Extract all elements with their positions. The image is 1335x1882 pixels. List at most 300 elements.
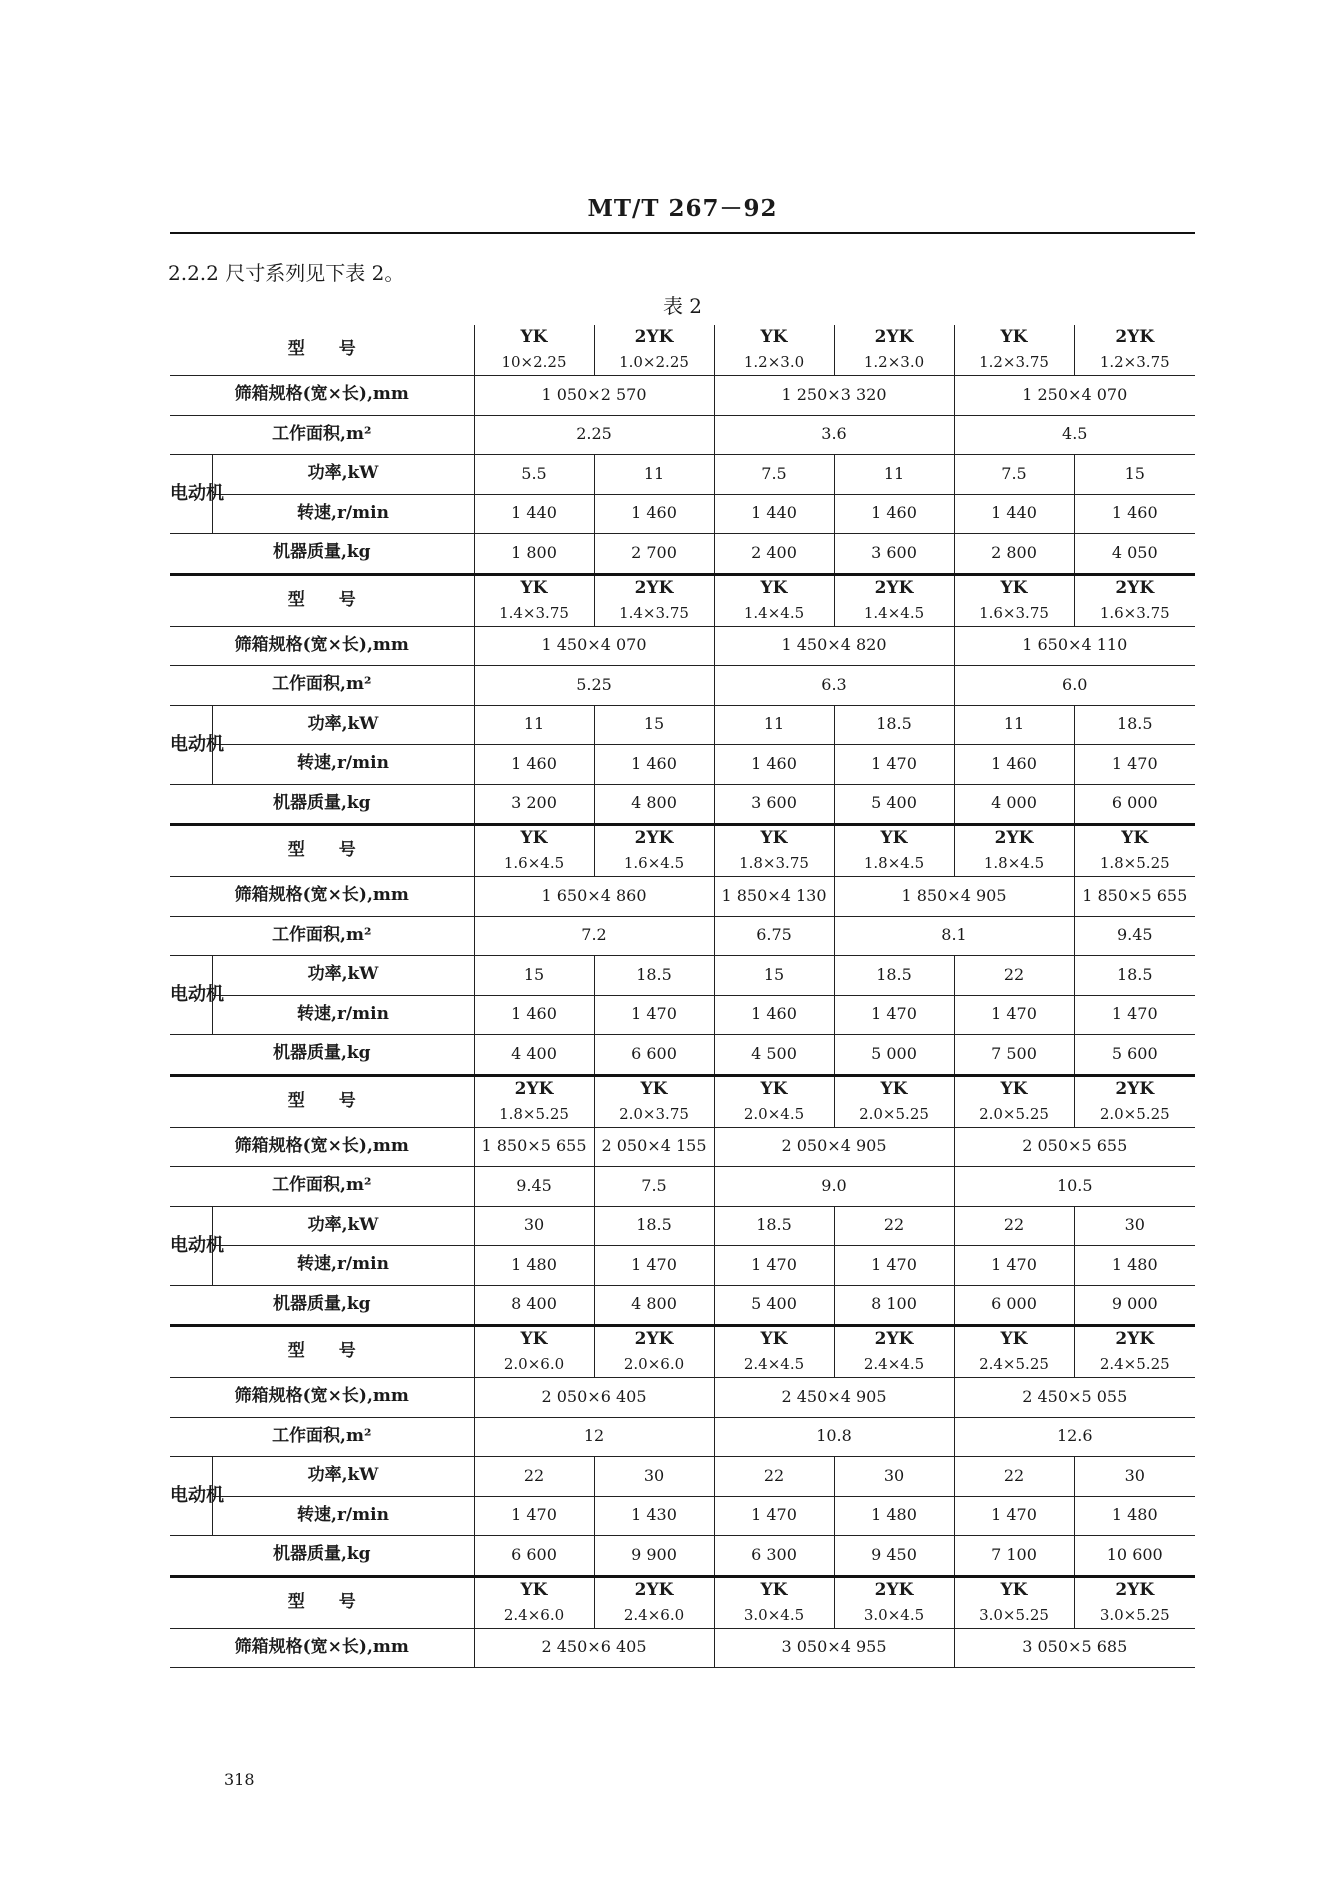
speed-cell: 1 460 — [714, 745, 834, 785]
speed-cell: 1 480 — [1074, 1496, 1195, 1536]
model-type: YK — [520, 577, 548, 598]
model-cell — [594, 1326, 714, 1378]
row-label-area: 工作面积,m² — [170, 1417, 474, 1457]
power-cell: 15 — [1074, 455, 1195, 495]
row-label-spec: 筛箱规格(宽×长),mm — [170, 877, 474, 917]
model-type: 2YK — [514, 1078, 554, 1099]
speed-cell: 1 460 — [474, 995, 594, 1035]
area-cell: 6.75 — [714, 916, 834, 956]
model-size: 1.4×4.5 — [743, 603, 805, 622]
row-label-area: 工作面积,m² — [170, 666, 474, 706]
model-cell — [834, 1075, 954, 1127]
row-label-power: 功率,kW — [212, 1457, 474, 1497]
model-type: 2YK — [1115, 1579, 1155, 1600]
table-row-mass — [170, 1536, 1195, 1577]
table-row-area — [170, 1417, 1195, 1457]
model-type: YK — [520, 327, 548, 348]
row-label-model: 型 号 — [170, 1326, 474, 1378]
table-row-model — [170, 1075, 1195, 1127]
speed-cell: 1 480 — [474, 1246, 594, 1286]
power-cell: 30 — [834, 1457, 954, 1497]
mass-cell: 5 600 — [1074, 1035, 1195, 1076]
spec-cell: 1 850×4 130 — [714, 877, 834, 917]
model-type: YK — [640, 1078, 668, 1099]
model-type: YK — [1000, 1579, 1028, 1600]
table-row-model — [170, 825, 1195, 877]
row-label-power: 功率,kW — [212, 1206, 474, 1246]
row-label-speed: 转速,r/min — [212, 745, 474, 785]
model-type: YK — [760, 577, 788, 598]
row-label-power: 功率,kW — [212, 956, 474, 996]
area-cell: 12 — [474, 1417, 714, 1457]
table-row-mass — [170, 784, 1195, 825]
model-size: 3.0×4.5 — [863, 1605, 925, 1624]
area-cell: 7.2 — [474, 916, 714, 956]
model-size: 1.0×2.25 — [619, 353, 689, 372]
row-label-model: 型 号 — [170, 825, 474, 877]
table-row-mass — [170, 1285, 1195, 1326]
power-cell: 15 — [594, 705, 714, 745]
motor-label: 电动机 — [170, 705, 212, 784]
table-row-model — [170, 1326, 1195, 1378]
spec-cell: 2 450×6 405 — [474, 1628, 714, 1668]
model-cell — [954, 574, 1074, 626]
model-type: YK — [520, 828, 548, 849]
model-cell — [1074, 825, 1195, 877]
spec-cell: 1 050×2 570 — [474, 376, 714, 416]
mass-cell: 4 500 — [714, 1035, 834, 1076]
table-row-speed — [170, 995, 1195, 1035]
mass-cell: 5 400 — [834, 784, 954, 825]
table-body — [170, 325, 1195, 1668]
model-cell — [954, 1326, 1074, 1378]
model-size: 1.4×3.75 — [619, 603, 689, 622]
model-size: 1.4×3.75 — [499, 603, 569, 622]
speed-cell: 1 430 — [594, 1496, 714, 1536]
table-row-speed — [170, 745, 1195, 785]
row-label-model: 型 号 — [170, 1576, 474, 1628]
model-type: 2YK — [634, 327, 674, 348]
table-row-power — [170, 705, 1195, 745]
model-cell — [1074, 574, 1195, 626]
model-size: 2.0×5.25 — [1099, 1104, 1170, 1123]
model-size: 2.0×5.25 — [859, 1104, 929, 1123]
area-cell: 10.8 — [714, 1417, 954, 1457]
model-size: 1.6×3.75 — [1099, 603, 1170, 622]
model-cell — [474, 1326, 594, 1378]
spec-cell: 2 050×4 155 — [594, 1127, 714, 1167]
speed-cell: 1 470 — [834, 995, 954, 1035]
spec-cell: 1 850×5 655 — [474, 1127, 594, 1167]
table-row-area — [170, 916, 1195, 956]
model-size: 2.4×5.25 — [979, 1355, 1049, 1374]
power-cell: 18.5 — [594, 956, 714, 996]
speed-cell: 1 440 — [714, 494, 834, 534]
row-label-model: 型 号 — [170, 574, 474, 626]
spec-cell: 1 850×5 655 — [1074, 877, 1195, 917]
model-type: 2YK — [874, 1329, 914, 1350]
speed-cell: 1 480 — [834, 1496, 954, 1536]
row-label-spec: 筛箱规格(宽×长),mm — [170, 626, 474, 666]
spec-cell: 1 850×4 905 — [834, 877, 1074, 917]
model-size: 2.0×6.0 — [503, 1355, 565, 1374]
table-row-spec — [170, 1628, 1195, 1668]
model-type: 2YK — [634, 1329, 674, 1350]
row-label-area: 工作面积,m² — [170, 1167, 474, 1207]
power-cell: 18.5 — [1074, 705, 1195, 745]
speed-cell: 1 440 — [954, 494, 1074, 534]
model-size: 1.8×4.5 — [863, 854, 925, 873]
model-cell — [474, 1576, 594, 1628]
power-cell: 18.5 — [714, 1206, 834, 1246]
row-label-mass: 机器质量,kg — [170, 1536, 474, 1577]
mass-cell: 2 700 — [594, 534, 714, 575]
mass-cell: 2 800 — [954, 534, 1074, 575]
table-row-model — [170, 325, 1195, 376]
power-cell: 11 — [714, 705, 834, 745]
model-size: 2.0×4.5 — [743, 1104, 805, 1123]
speed-cell: 1 470 — [834, 1246, 954, 1286]
model-type: 2YK — [874, 1579, 914, 1600]
page-number: 318 — [224, 1770, 255, 1789]
mass-cell: 9 900 — [594, 1536, 714, 1577]
row-label-power: 功率,kW — [212, 455, 474, 495]
model-cell — [834, 325, 954, 376]
model-type: YK — [1000, 577, 1028, 598]
mass-cell: 3 600 — [714, 784, 834, 825]
model-size: 1.2×3.0 — [863, 353, 925, 372]
table-row-speed — [170, 1496, 1195, 1536]
model-cell — [474, 325, 594, 376]
model-type: 2YK — [874, 327, 914, 348]
power-cell: 22 — [474, 1457, 594, 1497]
table-row-spec — [170, 626, 1195, 666]
mass-cell: 6 300 — [714, 1536, 834, 1577]
model-size: 2.4×4.5 — [863, 1355, 925, 1374]
speed-cell: 1 440 — [474, 494, 594, 534]
mass-cell: 7 500 — [954, 1035, 1074, 1076]
mass-cell: 2 400 — [714, 534, 834, 575]
speed-cell: 1 460 — [714, 995, 834, 1035]
model-cell — [714, 825, 834, 877]
speed-cell: 1 460 — [834, 494, 954, 534]
model-cell — [714, 1326, 834, 1378]
model-cell — [1074, 1576, 1195, 1628]
area-cell: 9.0 — [714, 1167, 954, 1207]
model-size: 1.8×4.5 — [983, 854, 1045, 873]
motor-label: 电动机 — [170, 1206, 212, 1285]
power-cell: 30 — [474, 1206, 594, 1246]
row-label-spec: 筛箱规格(宽×长),mm — [170, 1628, 474, 1668]
mass-cell: 6 600 — [594, 1035, 714, 1076]
speed-cell: 1 460 — [954, 745, 1074, 785]
table-row-spec — [170, 376, 1195, 416]
model-type: YK — [1000, 1078, 1028, 1099]
model-cell — [954, 825, 1074, 877]
row-label-area: 工作面积,m² — [170, 916, 474, 956]
model-type: YK — [760, 1329, 788, 1350]
model-size: 1.6×3.75 — [979, 603, 1049, 622]
table-row-spec — [170, 1127, 1195, 1167]
spec-cell: 1 250×3 320 — [714, 376, 954, 416]
power-cell: 22 — [954, 956, 1074, 996]
model-cell — [714, 325, 834, 376]
model-size: 1.8×5.25 — [1099, 854, 1170, 873]
header-rule — [170, 232, 1195, 234]
speed-cell: 1 470 — [594, 995, 714, 1035]
mass-cell: 6 000 — [954, 1285, 1074, 1326]
power-cell: 5.5 — [474, 455, 594, 495]
power-cell: 18.5 — [1074, 956, 1195, 996]
model-type: YK — [520, 1579, 548, 1600]
power-cell: 11 — [474, 705, 594, 745]
model-cell — [954, 325, 1074, 376]
mass-cell: 8 100 — [834, 1285, 954, 1326]
model-type: YK — [520, 1329, 548, 1350]
spec-cell: 2 450×5 055 — [954, 1378, 1195, 1418]
speed-cell: 1 470 — [1074, 995, 1195, 1035]
model-cell — [1074, 325, 1195, 376]
model-size: 1.2×3.75 — [1099, 353, 1170, 372]
mass-cell: 4 000 — [954, 784, 1074, 825]
mass-cell: 3 600 — [834, 534, 954, 575]
model-cell — [594, 325, 714, 376]
area-cell: 8.1 — [834, 916, 1074, 956]
section-heading: 2.2.2 尺寸系列见下表 2。 — [168, 261, 405, 285]
model-cell — [714, 1075, 834, 1127]
mass-cell: 7 100 — [954, 1536, 1074, 1577]
model-size: 1.8×3.75 — [739, 854, 809, 873]
model-cell — [834, 825, 954, 877]
row-label-area: 工作面积,m² — [170, 415, 474, 455]
table-row-power — [170, 1457, 1195, 1497]
model-type: YK — [760, 327, 788, 348]
table-row-model — [170, 574, 1195, 626]
power-cell: 30 — [1074, 1206, 1195, 1246]
power-cell: 11 — [954, 705, 1074, 745]
model-cell — [954, 1576, 1074, 1628]
model-cell — [714, 1576, 834, 1628]
mass-cell: 1 800 — [474, 534, 594, 575]
row-label-mass: 机器质量,kg — [170, 784, 474, 825]
spec-cell: 1 650×4 110 — [954, 626, 1195, 666]
model-type: 2YK — [994, 828, 1034, 849]
area-cell: 5.25 — [474, 666, 714, 706]
power-cell: 15 — [474, 956, 594, 996]
power-cell: 30 — [594, 1457, 714, 1497]
model-size: 3.0×5.25 — [979, 1605, 1049, 1624]
model-cell — [834, 1326, 954, 1378]
speed-cell: 1 470 — [1074, 745, 1195, 785]
model-type: 2YK — [634, 828, 674, 849]
model-cell — [594, 574, 714, 626]
table-row-spec — [170, 877, 1195, 917]
table-row-mass — [170, 534, 1195, 575]
motor-label: 电动机 — [170, 455, 212, 534]
model-type: YK — [760, 1579, 788, 1600]
speed-cell: 1 470 — [954, 1246, 1074, 1286]
model-type: YK — [880, 1078, 908, 1099]
model-size: 2.4×6.0 — [623, 1605, 685, 1624]
power-cell: 22 — [834, 1206, 954, 1246]
power-cell: 30 — [1074, 1457, 1195, 1497]
model-type: YK — [880, 828, 908, 849]
motor-label: 电动机 — [170, 956, 212, 1035]
spec-cell: 3 050×4 955 — [714, 1628, 954, 1668]
model-type: 2YK — [634, 1579, 674, 1600]
area-cell: 6.3 — [714, 666, 954, 706]
model-type: 2YK — [1115, 577, 1155, 598]
model-size: 1.2×3.0 — [743, 353, 805, 372]
power-cell: 11 — [594, 455, 714, 495]
model-size: 2.4×4.5 — [743, 1355, 805, 1374]
row-label-power: 功率,kW — [212, 705, 474, 745]
motor-label: 电动机 — [170, 1457, 212, 1536]
spec-cell: 1 650×4 860 — [474, 877, 714, 917]
model-type: 2YK — [1115, 1078, 1155, 1099]
model-size: 2.4×5.25 — [1099, 1355, 1170, 1374]
row-label-model: 型 号 — [170, 325, 474, 376]
mass-cell: 10 600 — [1074, 1536, 1195, 1577]
row-label-mass: 机器质量,kg — [170, 1035, 474, 1076]
model-type: YK — [760, 828, 788, 849]
area-cell: 10.5 — [954, 1167, 1195, 1207]
speed-cell: 1 470 — [954, 995, 1074, 1035]
speed-cell: 1 460 — [594, 494, 714, 534]
model-size: 10×2.25 — [501, 353, 567, 372]
model-cell — [594, 1576, 714, 1628]
model-cell — [594, 825, 714, 877]
row-label-mass: 机器质量,kg — [170, 1285, 474, 1326]
model-type: 2YK — [1115, 1329, 1155, 1350]
model-type: 2YK — [874, 577, 914, 598]
power-cell: 7.5 — [714, 455, 834, 495]
mass-cell: 5 000 — [834, 1035, 954, 1076]
document-header: MT/T 267－92 — [587, 195, 778, 222]
model-type: YK — [1000, 327, 1028, 348]
power-cell: 15 — [714, 956, 834, 996]
mass-cell: 6 000 — [1074, 784, 1195, 825]
model-size: 1.2×3.75 — [979, 353, 1049, 372]
model-cell — [834, 574, 954, 626]
area-cell: 6.0 — [954, 666, 1195, 706]
model-cell — [474, 1075, 594, 1127]
model-size: 2.0×3.75 — [619, 1104, 689, 1123]
table-row-speed — [170, 1246, 1195, 1286]
model-size: 2.4×6.0 — [503, 1605, 565, 1624]
row-label-spec: 筛箱规格(宽×长),mm — [170, 1127, 474, 1167]
area-cell: 9.45 — [1074, 916, 1195, 956]
row-label-speed: 转速,r/min — [212, 1246, 474, 1286]
model-size: 1.4×4.5 — [863, 603, 925, 622]
row-label-speed: 转速,r/min — [212, 494, 474, 534]
mass-cell: 9 000 — [1074, 1285, 1195, 1326]
mass-cell: 8 400 — [474, 1285, 594, 1326]
table-row-speed — [170, 494, 1195, 534]
mass-cell: 4 050 — [1074, 534, 1195, 575]
model-size: 2.0×6.0 — [623, 1355, 685, 1374]
spec-cell: 3 050×5 685 — [954, 1628, 1195, 1668]
spec-cell: 2 050×6 405 — [474, 1378, 714, 1418]
model-size: 1.6×4.5 — [503, 854, 565, 873]
mass-cell: 5 400 — [714, 1285, 834, 1326]
area-cell: 7.5 — [594, 1167, 714, 1207]
area-cell: 2.25 — [474, 415, 714, 455]
row-label-speed: 转速,r/min — [212, 1496, 474, 1536]
mass-cell: 4 800 — [594, 1285, 714, 1326]
model-size: 2.0×5.25 — [979, 1104, 1049, 1123]
table-row-power — [170, 956, 1195, 996]
power-cell: 18.5 — [594, 1206, 714, 1246]
spec-cell: 2 050×5 655 — [954, 1127, 1195, 1167]
model-size: 3.0×4.5 — [743, 1605, 805, 1624]
model-cell — [1074, 1326, 1195, 1378]
model-type: 2YK — [1115, 327, 1155, 348]
model-cell — [834, 1576, 954, 1628]
spec-cell: 1 250×4 070 — [954, 376, 1195, 416]
speed-cell: 1 470 — [714, 1246, 834, 1286]
speed-cell: 1 470 — [594, 1246, 714, 1286]
power-cell: 11 — [834, 455, 954, 495]
spec-cell: 1 450×4 070 — [474, 626, 714, 666]
mass-cell: 3 200 — [474, 784, 594, 825]
table-row-model — [170, 1576, 1195, 1628]
speed-cell: 1 460 — [594, 745, 714, 785]
area-cell: 12.6 — [954, 1417, 1195, 1457]
model-type: 2YK — [634, 577, 674, 598]
power-cell: 22 — [954, 1457, 1074, 1497]
table-row-spec — [170, 1378, 1195, 1418]
table-row-area — [170, 415, 1195, 455]
row-label-spec: 筛箱规格(宽×长),mm — [170, 376, 474, 416]
model-type: YK — [1000, 1329, 1028, 1350]
power-cell: 18.5 — [834, 705, 954, 745]
model-size: 3.0×5.25 — [1099, 1605, 1170, 1624]
model-cell — [474, 574, 594, 626]
model-cell — [594, 1075, 714, 1127]
speed-cell: 1 470 — [474, 1496, 594, 1536]
row-label-speed: 转速,r/min — [212, 995, 474, 1035]
power-cell: 22 — [954, 1206, 1074, 1246]
power-cell: 22 — [714, 1457, 834, 1497]
table-caption: 表 2 — [662, 294, 703, 318]
model-size: 1.6×4.5 — [623, 854, 685, 873]
row-label-mass: 机器质量,kg — [170, 534, 474, 575]
area-cell: 3.6 — [714, 415, 954, 455]
model-cell — [474, 825, 594, 877]
speed-cell: 1 480 — [1074, 1246, 1195, 1286]
mass-cell: 6 600 — [474, 1536, 594, 1577]
speed-cell: 1 460 — [1074, 494, 1195, 534]
mass-cell: 9 450 — [834, 1536, 954, 1577]
model-size: 1.8×5.25 — [499, 1104, 569, 1123]
power-cell: 18.5 — [834, 956, 954, 996]
mass-cell: 4 400 — [474, 1035, 594, 1076]
speed-cell: 1 470 — [954, 1496, 1074, 1536]
model-cell — [954, 1075, 1074, 1127]
table-row-power — [170, 455, 1195, 495]
area-cell: 9.45 — [474, 1167, 594, 1207]
row-label-model: 型 号 — [170, 1075, 474, 1127]
area-cell: 4.5 — [954, 415, 1195, 455]
power-cell: 7.5 — [954, 455, 1074, 495]
spec-cell: 2 450×4 905 — [714, 1378, 954, 1418]
speed-cell: 1 470 — [834, 745, 954, 785]
speed-cell: 1 460 — [474, 745, 594, 785]
mass-cell: 4 800 — [594, 784, 714, 825]
model-cell — [1074, 1075, 1195, 1127]
model-type: YK — [760, 1078, 788, 1099]
